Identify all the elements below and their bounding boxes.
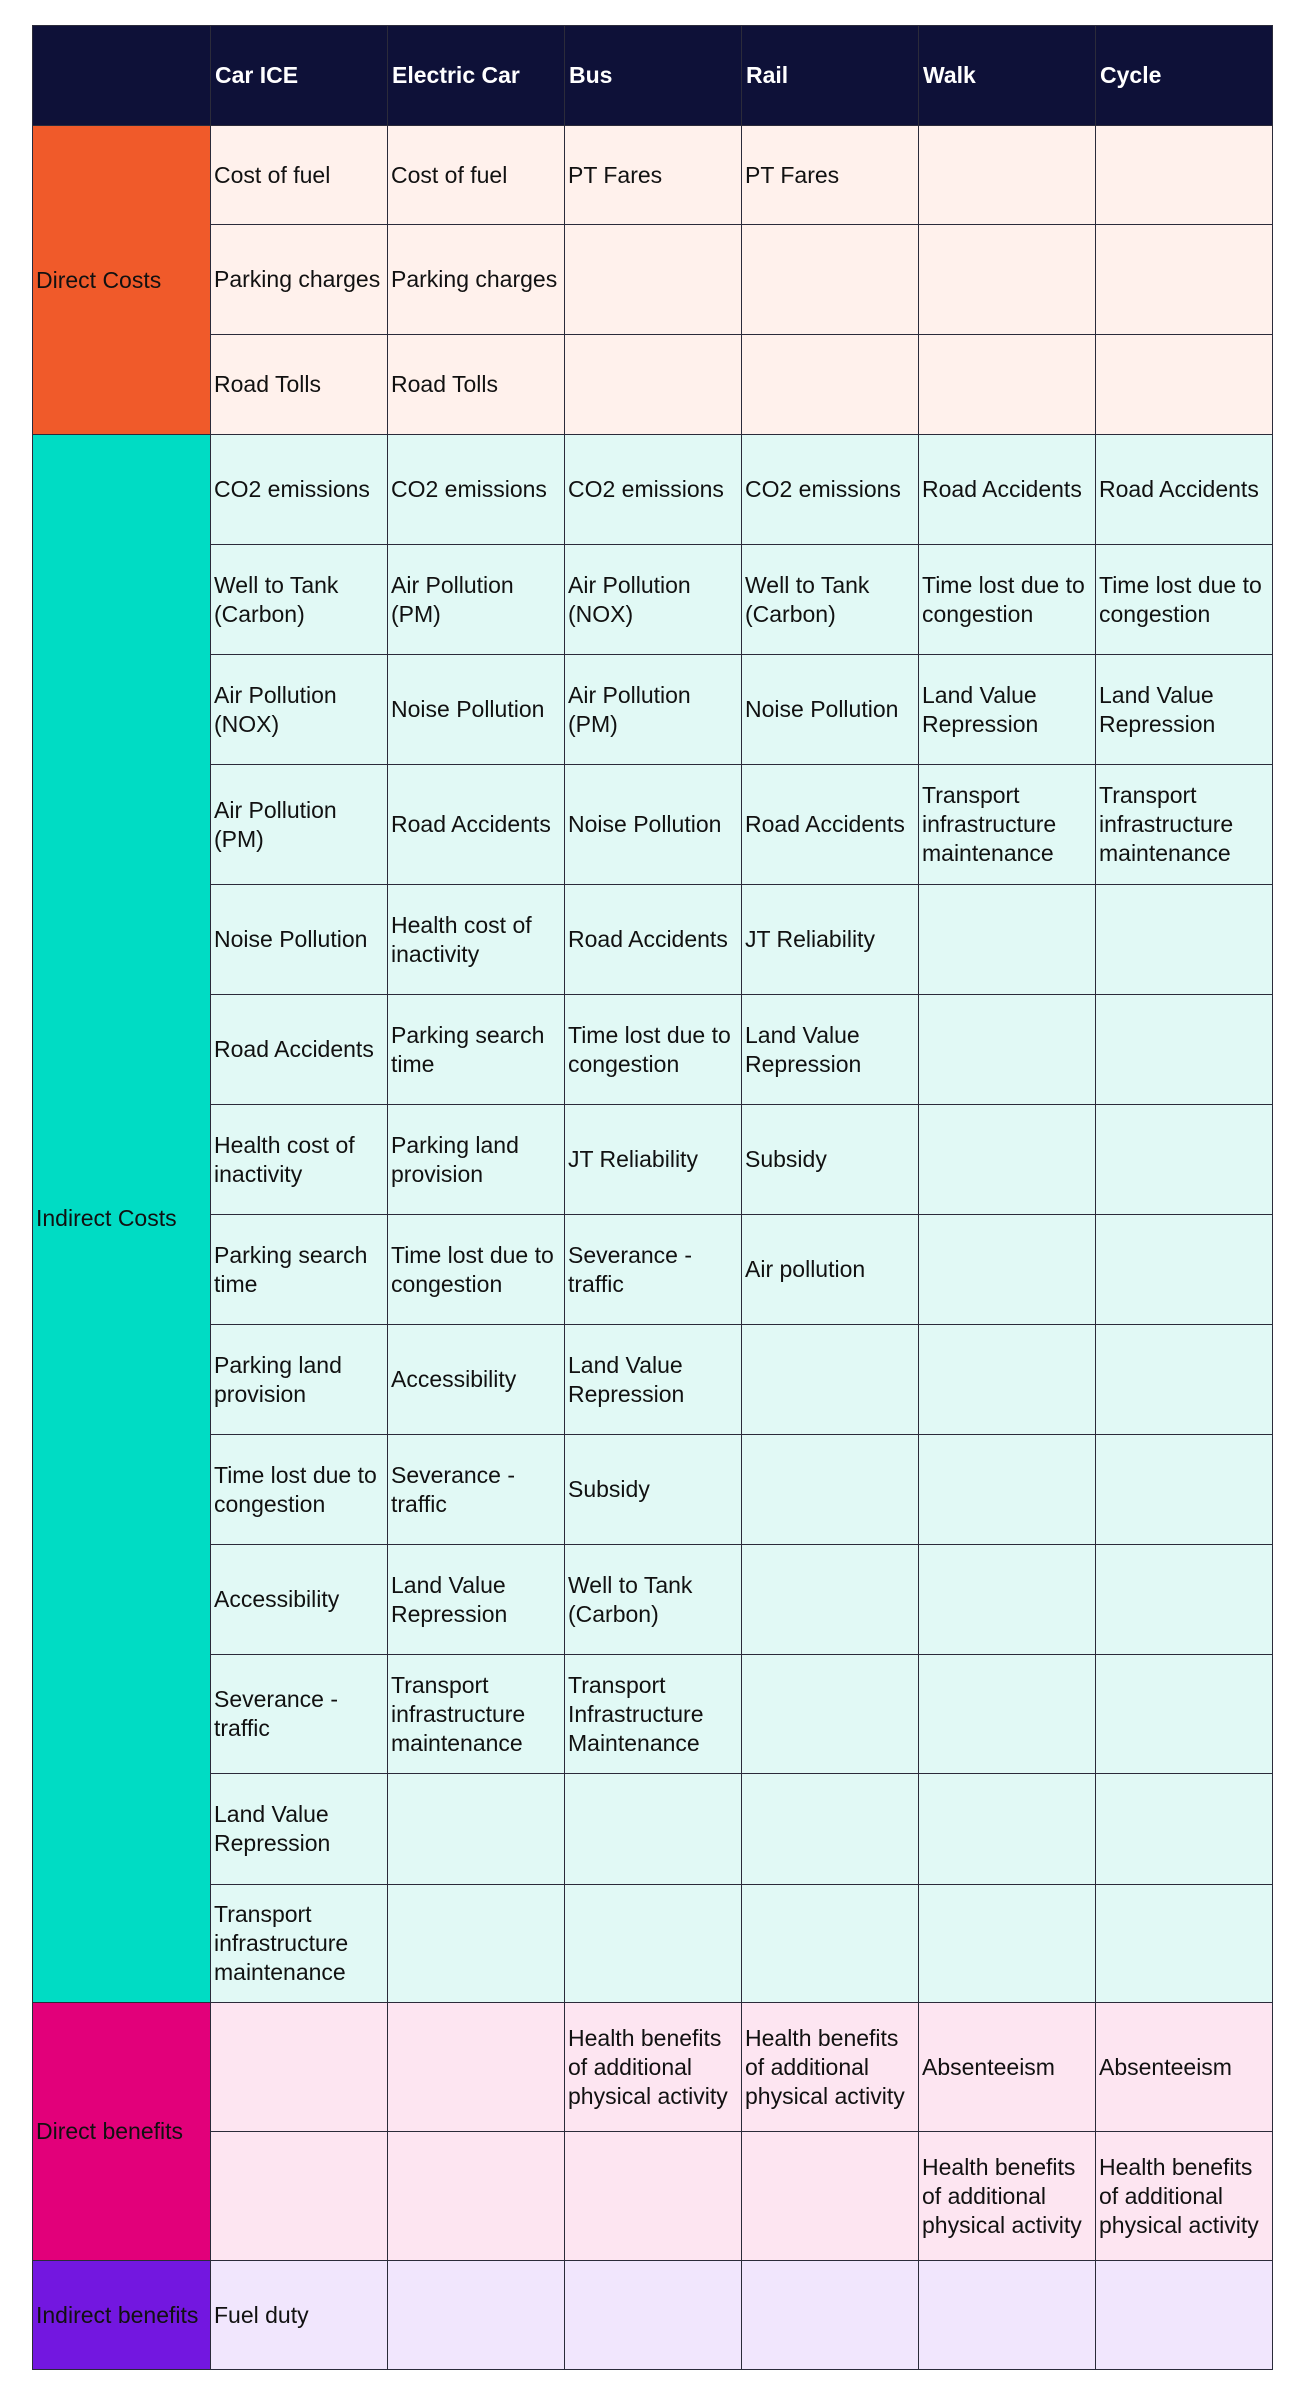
cell-walk <box>919 995 1096 1105</box>
cell-electric-car: Accessibility <box>388 1325 565 1435</box>
cell-car-ice: Parking charges <box>211 225 388 335</box>
header-electric-car: Electric Car <box>388 26 565 126</box>
cell-rail <box>742 2261 919 2370</box>
cell-electric-car: Noise Pollution <box>388 655 565 765</box>
cell-car-ice: Noise Pollution <box>211 885 388 995</box>
header-cycle: Cycle <box>1096 26 1273 126</box>
table-row <box>33 335 1273 435</box>
cell-bus: Road Accidents <box>565 885 742 995</box>
header-bus: Bus <box>565 26 742 126</box>
cell-car-ice: Accessibility <box>211 1545 388 1655</box>
cell-bus: Severance - traffic <box>565 1215 742 1325</box>
table-row <box>33 655 1273 765</box>
cell-cycle <box>1096 1774 1273 1885</box>
cell-walk: Time lost due to congestion <box>919 545 1096 655</box>
cell-cycle <box>1096 225 1273 335</box>
cell-walk <box>919 1774 1096 1885</box>
cell-cycle <box>1096 1885 1273 2003</box>
cell-walk <box>919 225 1096 335</box>
table-row <box>33 885 1273 995</box>
cell-rail: Health benefits of additional physical activity <box>742 2003 919 2132</box>
table-body <box>33 126 1273 2370</box>
cell-walk <box>919 1435 1096 1545</box>
cell-cycle <box>1096 1545 1273 1655</box>
cell-cycle <box>1096 1215 1273 1325</box>
cell-cycle: Transport infrastructure maintenance <box>1096 765 1273 885</box>
cell-electric-car: Cost of fuel <box>388 126 565 225</box>
table-row <box>33 1105 1273 1215</box>
cell-walk <box>919 335 1096 435</box>
category-label-direct-benefits: Direct benefits <box>33 2003 211 2261</box>
cell-walk <box>919 1215 1096 1325</box>
cell-car-ice: CO2 emissions <box>211 435 388 545</box>
cell-bus <box>565 2261 742 2370</box>
table-row <box>33 1435 1273 1545</box>
cell-walk <box>919 885 1096 995</box>
cell-electric-car: Air Pollution (PM) <box>388 545 565 655</box>
cell-car-ice: Road Tolls <box>211 335 388 435</box>
cell-electric-car <box>388 1885 565 2003</box>
cell-electric-car: Road Tolls <box>388 335 565 435</box>
cell-bus: Time lost due to congestion <box>565 995 742 1105</box>
cell-car-ice: Air Pollution (NOX) <box>211 655 388 765</box>
cell-walk <box>919 1105 1096 1215</box>
cell-bus: Subsidy <box>565 1435 742 1545</box>
cell-bus: Health benefits of additional physical activity <box>565 2003 742 2132</box>
cell-car-ice: Health cost of inactivity <box>211 1105 388 1215</box>
header-row <box>33 26 1273 126</box>
cell-walk: Road Accidents <box>919 435 1096 545</box>
cell-bus: Noise Pollution <box>565 765 742 885</box>
cell-electric-car <box>388 2132 565 2261</box>
table-row <box>33 1215 1273 1325</box>
cell-bus <box>565 335 742 435</box>
cell-rail: Road Accidents <box>742 765 919 885</box>
table-row <box>33 1325 1273 1435</box>
cell-bus: Air Pollution (PM) <box>565 655 742 765</box>
cell-car-ice: Air Pollution (PM) <box>211 765 388 885</box>
category-label-indirect-costs: Indirect Costs <box>33 435 211 2003</box>
cell-cycle <box>1096 1325 1273 1435</box>
cell-cycle: Absenteeism <box>1096 2003 1273 2132</box>
cell-walk <box>919 1325 1096 1435</box>
cell-electric-car <box>388 1774 565 1885</box>
table-row <box>33 435 1273 545</box>
cell-car-ice: Road Accidents <box>211 995 388 1105</box>
cell-electric-car: Parking land provision <box>388 1105 565 1215</box>
table-row <box>33 2261 1273 2370</box>
cell-car-ice <box>211 2003 388 2132</box>
table-row <box>33 2132 1273 2261</box>
cell-electric-car <box>388 2261 565 2370</box>
cell-cycle <box>1096 1435 1273 1545</box>
cell-bus <box>565 225 742 335</box>
cell-walk <box>919 1545 1096 1655</box>
cell-car-ice: Parking land provision <box>211 1325 388 1435</box>
cost-benefit-table <box>32 25 1273 2370</box>
cell-rail: Noise Pollution <box>742 655 919 765</box>
cell-rail <box>742 335 919 435</box>
table-row <box>33 545 1273 655</box>
cell-electric-car: Health cost of inactivity <box>388 885 565 995</box>
cell-cycle <box>1096 995 1273 1105</box>
category-label-direct-costs: Direct Costs <box>33 126 211 435</box>
cell-rail: CO2 emissions <box>742 435 919 545</box>
table-row <box>33 1655 1273 1774</box>
cell-walk: Absenteeism <box>919 2003 1096 2132</box>
cell-rail: PT Fares <box>742 126 919 225</box>
cell-rail: Air pollution <box>742 1215 919 1325</box>
cell-walk <box>919 1655 1096 1774</box>
cell-walk: Land Value Repression <box>919 655 1096 765</box>
cell-electric-car: Time lost due to congestion <box>388 1215 565 1325</box>
cell-car-ice: Cost of fuel <box>211 126 388 225</box>
cell-cycle: Road Accidents <box>1096 435 1273 545</box>
cell-bus <box>565 2132 742 2261</box>
cell-walk: Transport infrastructure maintenance <box>919 765 1096 885</box>
cell-car-ice: Severance - traffic <box>211 1655 388 1774</box>
cell-cycle: Health benefits of additional physical activity <box>1096 2132 1273 2261</box>
cell-car-ice: Well to Tank (Carbon) <box>211 545 388 655</box>
cell-walk <box>919 2261 1096 2370</box>
cell-rail <box>742 1545 919 1655</box>
cell-electric-car: Road Accidents <box>388 765 565 885</box>
cell-rail: Land Value Repression <box>742 995 919 1105</box>
cell-cycle: Land Value Repression <box>1096 655 1273 765</box>
header-rail: Rail <box>742 26 919 126</box>
header-corner-cell <box>33 26 211 126</box>
cell-bus: Air Pollution (NOX) <box>565 545 742 655</box>
header-walk: Walk <box>919 26 1096 126</box>
table-row <box>33 765 1273 885</box>
cell-cycle <box>1096 1105 1273 1215</box>
cell-cycle <box>1096 335 1273 435</box>
cell-electric-car: Severance - traffic <box>388 1435 565 1545</box>
cell-cycle <box>1096 885 1273 995</box>
cell-rail: JT Reliability <box>742 885 919 995</box>
cell-electric-car: Parking search time <box>388 995 565 1105</box>
table-row <box>33 2003 1273 2132</box>
cell-rail: Well to Tank (Carbon) <box>742 545 919 655</box>
cell-car-ice: Fuel duty <box>211 2261 388 2370</box>
cell-cycle <box>1096 126 1273 225</box>
cell-car-ice <box>211 2132 388 2261</box>
cell-rail <box>742 1435 919 1545</box>
category-label-indirect-benefits: Indirect benefits <box>33 2261 211 2370</box>
cell-electric-car: Land Value Repression <box>388 1545 565 1655</box>
cell-rail <box>742 1325 919 1435</box>
cell-rail: Subsidy <box>742 1105 919 1215</box>
cell-car-ice: Land Value Repression <box>211 1774 388 1885</box>
cell-walk <box>919 1885 1096 2003</box>
cell-walk: Health benefits of additional physical activity <box>919 2132 1096 2261</box>
cell-walk <box>919 126 1096 225</box>
cell-electric-car: CO2 emissions <box>388 435 565 545</box>
table-row <box>33 1545 1273 1655</box>
cell-cycle <box>1096 1655 1273 1774</box>
table-row <box>33 126 1273 225</box>
cell-bus: Well to Tank (Carbon) <box>565 1545 742 1655</box>
cell-bus: Transport Infrastructure Maintenance <box>565 1655 742 1774</box>
cell-cycle: Time lost due to congestion <box>1096 545 1273 655</box>
table-row <box>33 1885 1273 2003</box>
cell-car-ice: Parking search time <box>211 1215 388 1325</box>
cell-electric-car <box>388 2003 565 2132</box>
cell-rail <box>742 225 919 335</box>
cell-cycle <box>1096 2261 1273 2370</box>
header-car-ice: Car ICE <box>211 26 388 126</box>
table-row <box>33 1774 1273 1885</box>
cell-bus: JT Reliability <box>565 1105 742 1215</box>
cell-rail <box>742 2132 919 2261</box>
cell-electric-car: Transport infrastructure maintenance <box>388 1655 565 1774</box>
cell-bus: CO2 emissions <box>565 435 742 545</box>
cell-car-ice: Time lost due to congestion <box>211 1435 388 1545</box>
cell-bus: Land Value Repression <box>565 1325 742 1435</box>
cell-rail <box>742 1774 919 1885</box>
cell-bus <box>565 1885 742 2003</box>
table-row <box>33 225 1273 335</box>
cell-rail <box>742 1655 919 1774</box>
table-header <box>33 26 1273 126</box>
cell-bus: PT Fares <box>565 126 742 225</box>
cell-rail <box>742 1885 919 2003</box>
table-row <box>33 995 1273 1105</box>
cell-electric-car: Parking charges <box>388 225 565 335</box>
cell-car-ice: Transport infrastructure maintenance <box>211 1885 388 2003</box>
cell-bus <box>565 1774 742 1885</box>
